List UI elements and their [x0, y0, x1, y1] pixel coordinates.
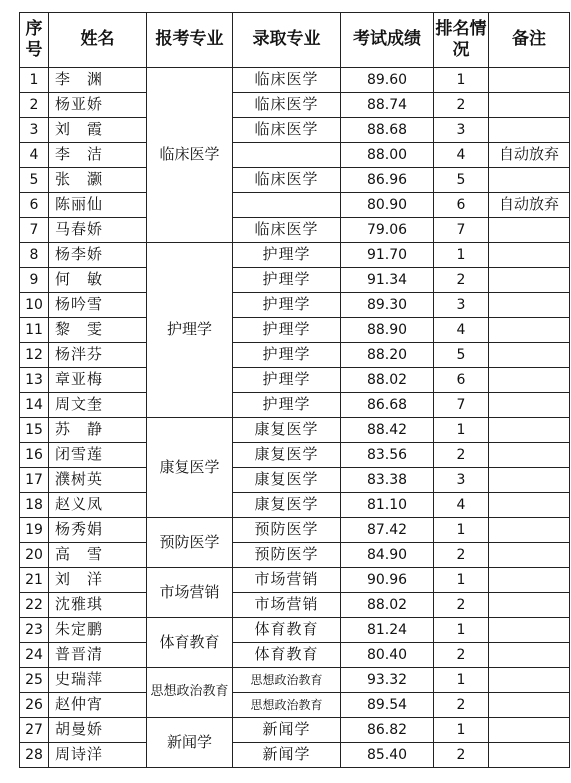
cell-name: 陈丽仙	[49, 193, 147, 218]
cell-note	[489, 443, 570, 468]
cell-admitted-major: 康复医学	[233, 468, 341, 493]
cell-seq: 20	[20, 543, 49, 568]
cell-name: 苏 静	[49, 418, 147, 443]
cell-note	[489, 743, 570, 768]
table-row	[20, 668, 570, 693]
table-row	[20, 143, 570, 168]
cell-admitted-major: 新闻学	[233, 743, 341, 768]
cell-note: 自动放弃	[489, 143, 570, 168]
cell-note	[489, 693, 570, 718]
cell-seq: 4	[20, 143, 49, 168]
header-score: 考试成绩	[341, 13, 434, 68]
cell-admitted-major: 临床医学	[233, 218, 341, 243]
cell-name: 章亚梅	[49, 368, 147, 393]
cell-score: 93.32	[341, 668, 434, 693]
cell-seq: 2	[20, 93, 49, 118]
cell-seq: 1	[20, 68, 49, 93]
cell-seq: 14	[20, 393, 49, 418]
cell-note	[489, 268, 570, 293]
cell-seq: 19	[20, 518, 49, 543]
cell-name: 闭雪莲	[49, 443, 147, 468]
cell-admitted-major: 预防医学	[233, 543, 341, 568]
cell-rank: 6	[434, 368, 489, 393]
cell-note	[489, 568, 570, 593]
cell-name: 周诗洋	[49, 743, 147, 768]
table-row	[20, 693, 570, 718]
cell-rank: 4	[434, 143, 489, 168]
cell-note	[489, 518, 570, 543]
cell-rank: 6	[434, 193, 489, 218]
cell-admitted-major: 护理学	[233, 268, 341, 293]
cell-score: 88.90	[341, 318, 434, 343]
cell-seq: 18	[20, 493, 49, 518]
cell-name: 马春娇	[49, 218, 147, 243]
cell-note	[489, 393, 570, 418]
header-name: 姓名	[49, 13, 147, 68]
cell-applied-major: 体育教育	[147, 618, 233, 668]
table-row	[20, 443, 570, 468]
cell-name: 濮树英	[49, 468, 147, 493]
cell-admitted-major: 预防医学	[233, 518, 341, 543]
cell-admitted-major: 护理学	[233, 243, 341, 268]
cell-rank: 5	[434, 343, 489, 368]
header-admitted-major: 录取专业	[233, 13, 341, 68]
cell-rank: 1	[434, 518, 489, 543]
cell-name: 史瑞萍	[49, 668, 147, 693]
cell-rank: 1	[434, 718, 489, 743]
cell-admitted-major: 康复医学	[233, 493, 341, 518]
table-row	[20, 743, 570, 768]
cell-rank: 1	[434, 618, 489, 643]
cell-seq: 5	[20, 168, 49, 193]
table-row	[20, 268, 570, 293]
cell-score: 88.68	[341, 118, 434, 143]
cell-note: 自动放弃	[489, 193, 570, 218]
cell-rank: 7	[434, 218, 489, 243]
cell-score: 88.00	[341, 143, 434, 168]
cell-rank: 5	[434, 168, 489, 193]
cell-applied-major: 预防医学	[147, 518, 233, 568]
cell-name: 何 敏	[49, 268, 147, 293]
cell-rank: 2	[434, 93, 489, 118]
cell-admitted-major: 康复医学	[233, 443, 341, 468]
cell-score: 91.70	[341, 243, 434, 268]
cell-note	[489, 168, 570, 193]
cell-admitted-major: 体育教育	[233, 618, 341, 643]
cell-admitted-major: 护理学	[233, 318, 341, 343]
table-row	[20, 218, 570, 243]
cell-applied-major: 康复医学	[147, 418, 233, 518]
cell-admitted-major: 护理学	[233, 343, 341, 368]
cell-admitted-major: 体育教育	[233, 643, 341, 668]
cell-score: 89.30	[341, 293, 434, 318]
cell-applied-major: 临床医学	[147, 68, 233, 243]
cell-seq: 28	[20, 743, 49, 768]
cell-rank: 2	[434, 268, 489, 293]
cell-name: 刘 洋	[49, 568, 147, 593]
cell-seq: 25	[20, 668, 49, 693]
cell-seq: 11	[20, 318, 49, 343]
admission-results-table	[19, 12, 570, 768]
cell-note	[489, 68, 570, 93]
cell-name: 李 洁	[49, 143, 147, 168]
cell-score: 79.06	[341, 218, 434, 243]
cell-admitted-major: 市场营销	[233, 568, 341, 593]
cell-rank: 4	[434, 493, 489, 518]
cell-note	[489, 218, 570, 243]
table-row	[20, 618, 570, 643]
header-rank: 排名情况	[434, 13, 489, 68]
cell-applied-major: 护理学	[147, 243, 233, 418]
cell-seq: 7	[20, 218, 49, 243]
table-row	[20, 518, 570, 543]
cell-admitted-major: 临床医学	[233, 68, 341, 93]
cell-score: 89.54	[341, 693, 434, 718]
cell-admitted-major: 思想政治教育	[233, 668, 341, 693]
cell-score: 88.20	[341, 343, 434, 368]
cell-score: 86.68	[341, 393, 434, 418]
cell-note	[489, 668, 570, 693]
table-row	[20, 568, 570, 593]
table-row	[20, 293, 570, 318]
cell-note	[489, 718, 570, 743]
cell-rank: 2	[434, 693, 489, 718]
cell-name: 张 灏	[49, 168, 147, 193]
cell-rank: 1	[434, 418, 489, 443]
cell-rank: 3	[434, 468, 489, 493]
table-row	[20, 118, 570, 143]
cell-admitted-major: 护理学	[233, 368, 341, 393]
cell-score: 83.56	[341, 443, 434, 468]
cell-note	[489, 368, 570, 393]
cell-name: 朱定鹏	[49, 618, 147, 643]
table-row	[20, 593, 570, 618]
cell-score: 87.42	[341, 518, 434, 543]
cell-note	[489, 118, 570, 143]
cell-score: 85.40	[341, 743, 434, 768]
cell-score: 91.34	[341, 268, 434, 293]
cell-seq: 15	[20, 418, 49, 443]
cell-rank: 4	[434, 318, 489, 343]
cell-score: 88.02	[341, 368, 434, 393]
cell-admitted-major: 临床医学	[233, 118, 341, 143]
table-row	[20, 193, 570, 218]
cell-admitted-major: 临床医学	[233, 168, 341, 193]
cell-name: 刘 霞	[49, 118, 147, 143]
cell-score: 86.96	[341, 168, 434, 193]
cell-rank: 2	[434, 543, 489, 568]
cell-seq: 3	[20, 118, 49, 143]
cell-seq: 23	[20, 618, 49, 643]
cell-applied-major: 思想政治教育	[147, 668, 233, 718]
cell-score: 80.40	[341, 643, 434, 668]
cell-admitted-major: 新闻学	[233, 718, 341, 743]
cell-admitted-major: 护理学	[233, 293, 341, 318]
cell-rank: 3	[434, 293, 489, 318]
cell-score: 84.90	[341, 543, 434, 568]
cell-admitted-major: 康复医学	[233, 418, 341, 443]
cell-name: 杨泮芬	[49, 343, 147, 368]
cell-note	[489, 593, 570, 618]
table-row	[20, 493, 570, 518]
cell-seq: 13	[20, 368, 49, 393]
cell-name: 杨李娇	[49, 243, 147, 268]
cell-note	[489, 618, 570, 643]
cell-rank: 3	[434, 118, 489, 143]
cell-note	[489, 318, 570, 343]
table-row	[20, 643, 570, 668]
header-row	[20, 13, 570, 68]
cell-score: 90.96	[341, 568, 434, 593]
cell-seq: 17	[20, 468, 49, 493]
header-applied-major: 报考专业	[147, 13, 233, 68]
header-note: 备注	[489, 13, 570, 68]
cell-name: 赵义凤	[49, 493, 147, 518]
cell-seq: 22	[20, 593, 49, 618]
cell-rank: 2	[434, 593, 489, 618]
cell-seq: 16	[20, 443, 49, 468]
cell-score: 80.90	[341, 193, 434, 218]
cell-rank: 2	[434, 743, 489, 768]
cell-name: 高 雪	[49, 543, 147, 568]
table-row	[20, 543, 570, 568]
cell-name: 杨秀娟	[49, 518, 147, 543]
cell-seq: 24	[20, 643, 49, 668]
cell-name: 胡曼娇	[49, 718, 147, 743]
cell-name: 杨吟雪	[49, 293, 147, 318]
cell-score: 83.38	[341, 468, 434, 493]
cell-rank: 2	[434, 443, 489, 468]
table-row	[20, 318, 570, 343]
cell-score: 88.74	[341, 93, 434, 118]
cell-seq: 8	[20, 243, 49, 268]
cell-score: 81.10	[341, 493, 434, 518]
table-row	[20, 418, 570, 443]
cell-score: 89.60	[341, 68, 434, 93]
cell-name: 赵仲宵	[49, 693, 147, 718]
table-row	[20, 243, 570, 268]
cell-note	[489, 243, 570, 268]
cell-admitted-major: 护理学	[233, 393, 341, 418]
cell-note	[489, 643, 570, 668]
table-row	[20, 168, 570, 193]
table-row	[20, 393, 570, 418]
cell-note	[489, 93, 570, 118]
cell-seq: 26	[20, 693, 49, 718]
cell-note	[489, 493, 570, 518]
table-row	[20, 718, 570, 743]
cell-name: 李 渊	[49, 68, 147, 93]
table-row	[20, 368, 570, 393]
table-row	[20, 93, 570, 118]
cell-rank: 2	[434, 643, 489, 668]
cell-score: 81.24	[341, 618, 434, 643]
cell-note	[489, 468, 570, 493]
cell-admitted-major: 思想政治教育	[233, 693, 341, 718]
cell-rank: 1	[434, 68, 489, 93]
table-row	[20, 343, 570, 368]
cell-note	[489, 293, 570, 318]
cell-seq: 12	[20, 343, 49, 368]
cell-name: 周文奎	[49, 393, 147, 418]
cell-name: 黎 雯	[49, 318, 147, 343]
cell-name: 杨亚娇	[49, 93, 147, 118]
cell-seq: 27	[20, 718, 49, 743]
cell-applied-major: 新闻学	[147, 718, 233, 768]
cell-seq: 21	[20, 568, 49, 593]
cell-admitted-major: 临床医学	[233, 93, 341, 118]
table-row	[20, 68, 570, 93]
cell-seq: 9	[20, 268, 49, 293]
cell-admitted-major: 市场营销	[233, 593, 341, 618]
cell-note	[489, 543, 570, 568]
table-row	[20, 468, 570, 493]
cell-note	[489, 418, 570, 443]
cell-score: 88.02	[341, 593, 434, 618]
header-seq: 序号	[20, 13, 49, 68]
cell-rank: 1	[434, 668, 489, 693]
cell-rank: 1	[434, 568, 489, 593]
cell-name: 沈雅琪	[49, 593, 147, 618]
cell-admitted-major	[233, 193, 341, 218]
cell-name: 普晋清	[49, 643, 147, 668]
cell-admitted-major	[233, 143, 341, 168]
cell-rank: 1	[434, 243, 489, 268]
cell-applied-major: 市场营销	[147, 568, 233, 618]
cell-score: 86.82	[341, 718, 434, 743]
cell-note	[489, 343, 570, 368]
cell-score: 88.42	[341, 418, 434, 443]
cell-rank: 7	[434, 393, 489, 418]
cell-seq: 6	[20, 193, 49, 218]
cell-seq: 10	[20, 293, 49, 318]
